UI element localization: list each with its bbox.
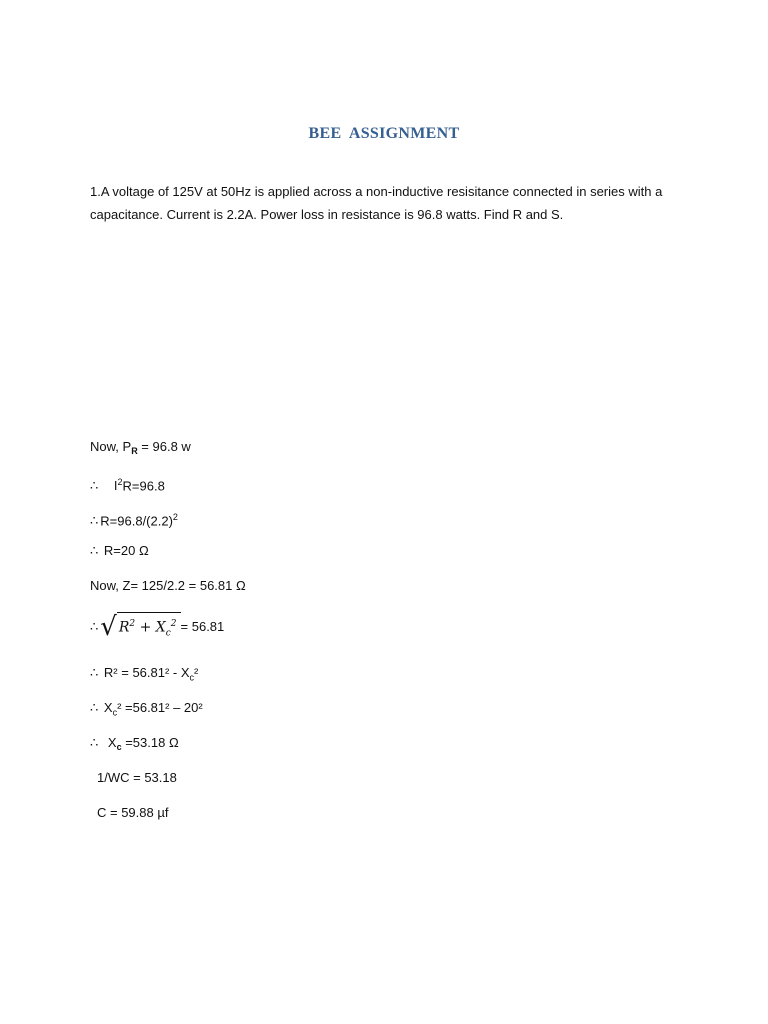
step-xc-squared: ∴ $X_c^2 =56.81^2 - 20^2$: [90, 700, 203, 718]
therefore-symbol: ∴: [90, 665, 99, 680]
therefore-symbol: ∴: [90, 619, 99, 635]
therefore-symbol: ∴: [90, 543, 99, 558]
therefore-symbol: ∴: [90, 735, 99, 750]
step-r-result: ∴ R=20 Ω: [90, 543, 149, 558]
step-r-division: ∴ $R=96.8/(2.2)^2$: [90, 512, 178, 529]
step-power-resistance: Now, $P_R = 96.8$ w: [90, 439, 191, 456]
step-xc-result: ∴ $X_c =53.18$ Ω: [90, 735, 179, 752]
therefore-symbol: ∴: [90, 478, 99, 494]
step-one-over-wc: 1/WC = 53.18: [97, 770, 177, 785]
step-r-squared: ∴ $R^2 = 56.81^2 - X_c^2$: [90, 665, 199, 683]
assignment-title: BEE ASSIGNMENT: [308, 125, 460, 142]
step-i2r: ∴ $I^2R=96.8$: [90, 477, 165, 494]
step-impedance: Now, Z= 125/2.2 = 56.81 Ω: [90, 578, 246, 593]
radicand: $R^2 + X_c^2$: [117, 612, 181, 642]
step-sqrt-equation: ∴ √ $R^2 + X_c^2$ = 56.81: [90, 612, 225, 643]
therefore-symbol: ∴: [90, 513, 99, 529]
question-text: 1.A voltage of 125V at 50Hz is applied across a non-inductive resisitance connected in series with a capacitance. Current is 2.2A. Power loss in resistance is 96.8 watts. Find R and S.: [90, 184, 663, 222]
step-capacitance-result: C = 59.88 µf: [97, 805, 169, 820]
therefore-symbol: ∴: [90, 700, 99, 715]
square-root-sign: √: [100, 612, 117, 643]
